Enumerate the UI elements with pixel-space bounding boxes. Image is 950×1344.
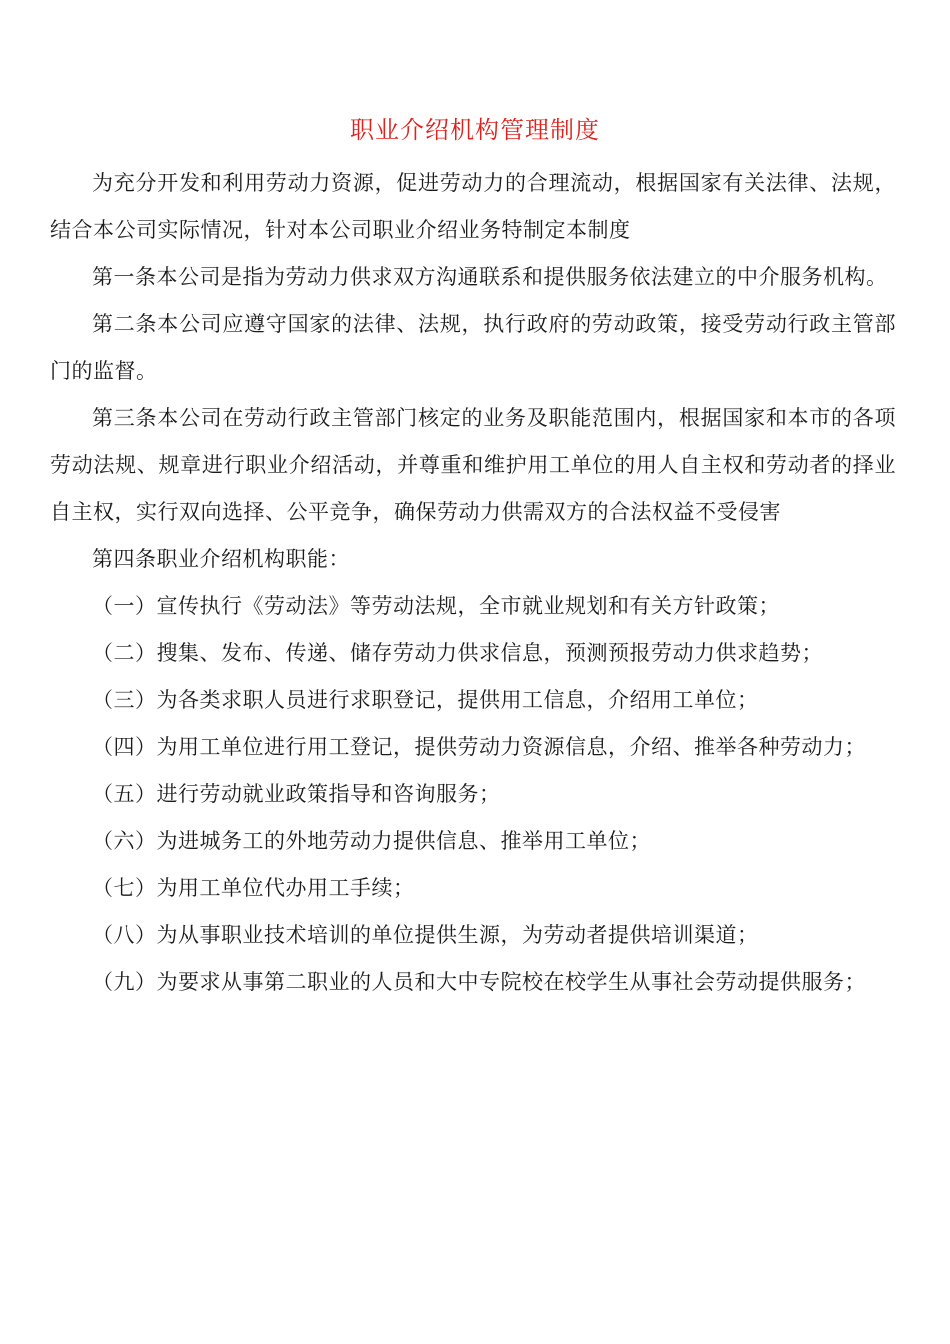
- function-item-9: （九）为要求从事第二职业的人员和大中专院校在校学生从事社会劳动提供服务；: [92, 970, 866, 994]
- document-body: [50, 160, 896, 1006]
- article-1: 第一条本公司是指为劳动力供求双方沟通联系和提供服务依法建立的中介服务机构。: [92, 265, 888, 289]
- article-4: 第四条职业介绍机构职能：: [92, 547, 350, 571]
- function-item-4: （四）为用工单位进行用工登记，提供劳动力资源信息，介绍、推举各种劳动力；: [92, 735, 866, 759]
- intro-paragraph: 为充分开发和利用劳动力资源，促进劳动力的合理流动，根据国家有关法律、法规，结合本公司实际情况，针对本公司职业介绍业务特制定本制度: [50, 171, 896, 242]
- article-3: 第三条本公司在劳动行政主管部门核定的业务及职能范围内，根据国家和本市的各项劳动法规、规章进行职业介绍活动，并尊重和维护用工单位的用人自主权和劳动者的择业自主权，实行双向选择、公平竞争，确保劳动力供需双方的合法权益不受侵害: [50, 406, 896, 524]
- function-item-5: （五）进行劳动就业政策指导和咨询服务；: [92, 782, 501, 806]
- function-item-8: （八）为从事职业技术培训的单位提供生源，为劳动者提供培训渠道；: [92, 923, 759, 947]
- function-item-2: （二）搜集、发布、传递、储存劳动力供求信息，预测预报劳动力供求趋势；: [92, 641, 823, 665]
- function-item-6: （六）为进城务工的外地劳动力提供信息、推举用工单位；: [92, 829, 651, 853]
- function-item-7: （七）为用工单位代办用工手续；: [92, 876, 415, 900]
- article-2: 第二条本公司应遵守国家的法律、法规，执行政府的劳动政策，接受劳动行政主管部门的监督。: [50, 312, 896, 383]
- function-item-3: （三）为各类求职人员进行求职登记，提供用工信息，介绍用工单位；: [92, 688, 759, 712]
- function-item-1: （一）宣传执行《劳动法》等劳动法规，全市就业规划和有关方针政策；: [92, 594, 780, 618]
- document-title: 职业介绍机构管理制度: [350, 116, 600, 144]
